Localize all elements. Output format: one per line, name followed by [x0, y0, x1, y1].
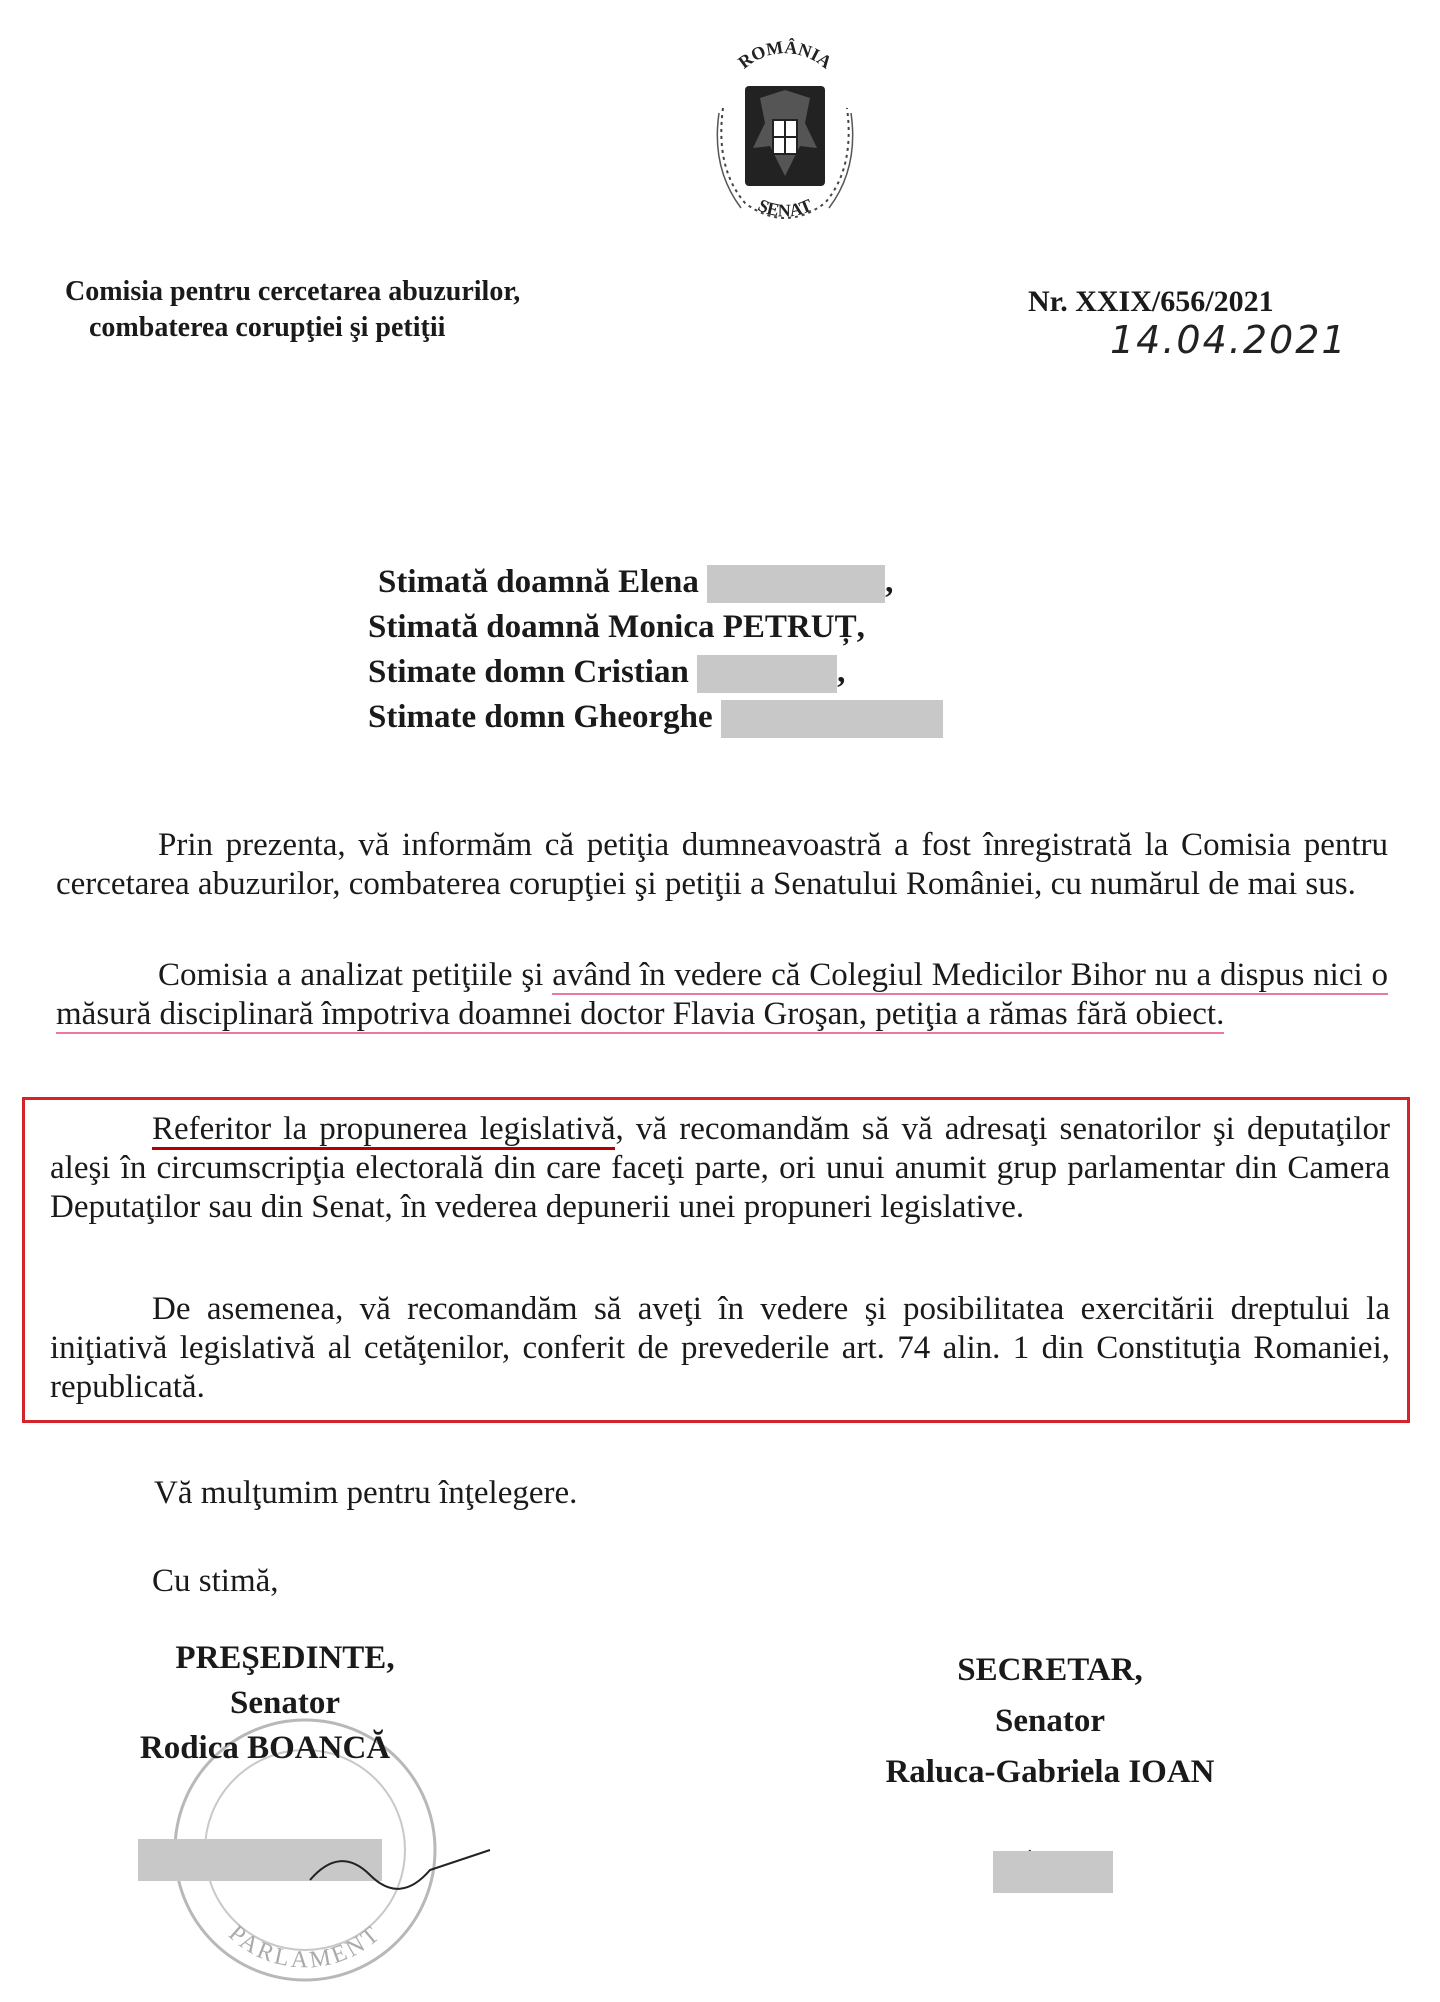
crest-bottom-text: SENAT [755, 194, 815, 221]
paragraph-analysis: Comisia a analizat petiţiile şi având în vedere că Colegiul Medicilor Bihor nu a dispus nici o măsură disciplinară împotriva doamnei doctor Flavia Groşan, petiţia a rămas fără obiect. [56, 957, 1388, 1032]
paragraph-legislative: Referitor la propunerea legislativă, vă recomandăm să vă adresaţi senatorilor şi deputaţilor aleşi în circumscripţia electorală din care faceţi parte, ori unui anumit grup parlamentar din Camera Deputaţilor sau din Senat, în vederea depunerii unei propuneri legislative. [50, 1111, 1390, 1225]
committee-line-1: Comisia pentru cercetarea abuzurilor, [65, 276, 521, 307]
redaction [721, 700, 943, 738]
title-senator: Senator [230, 1685, 340, 1721]
paragraph-intro: Prin prezenta, vă informăm că petiţia dumneavoastră a fost înregistrată la Comisia pentru cercetarea abuzurilor, combaterea corupţiei şi petiţii a Senatului României, cu numărul de mai sus. [56, 827, 1388, 902]
title-senator: Senator [995, 1703, 1105, 1739]
redaction [993, 1851, 1113, 1893]
crest-top-text: ROMÂNIA [734, 36, 836, 73]
salutation-3: Stimate domn Cristian , [368, 650, 845, 695]
closing-line: Cu stimă, [152, 1563, 279, 1599]
paragraph-initiative: De asemenea, vă recomandăm să aveţi în vedere şi posibilitatea exercitării dreptului la iniţiativă legislativă al cetăţenilor, conferit de prevederile art. 74 alin. 1 din Constituţia Romaniei, republicată. [50, 1291, 1390, 1405]
role-secretary: SECRETAR, [957, 1652, 1143, 1688]
signature-scribble [300, 1840, 500, 1910]
handwritten-date: 14.04.2021 [1110, 318, 1348, 362]
name-president: Rodica BOANCĂ [139, 1730, 391, 1766]
committee-name [65, 274, 520, 346]
redaction [697, 655, 837, 693]
highlighted-topic: Referitor la propunerea legislativă [152, 1111, 615, 1150]
signature-block-secretary [840, 1648, 1260, 1795]
salutation-1: Stimată doamnă Elena , [378, 560, 893, 605]
name-secretary: Raluca-Gabriela IOAN [885, 1754, 1215, 1790]
coat-of-arms-icon [705, 28, 865, 238]
committee-line-2: combaterea corupţiei şi petiţii [89, 312, 446, 343]
role-president: PREŞEDINTE, [175, 1640, 395, 1676]
highlighted-conclusion: având în vedere că Colegiul Medicilor Bihor nu a dispus nici o măsură disciplinară împotriva doamnei doctor Flavia Groşan, petiţia a rămas fără obiect. [56, 957, 1388, 1032]
registration-number: Nr. XXIX/656/2021 [1028, 285, 1274, 318]
thanks-line: Vă mulţumim pentru înţelegere. [154, 1475, 578, 1511]
stamp-text: PARLAMENT [223, 1920, 387, 1974]
redaction [707, 565, 885, 603]
salutation-4: Stimate domn Gheorghe [368, 695, 943, 740]
signature-block-president [140, 1636, 430, 1771]
salutation-2: Stimată doamnă Monica PETRUȚ, [368, 609, 865, 645]
